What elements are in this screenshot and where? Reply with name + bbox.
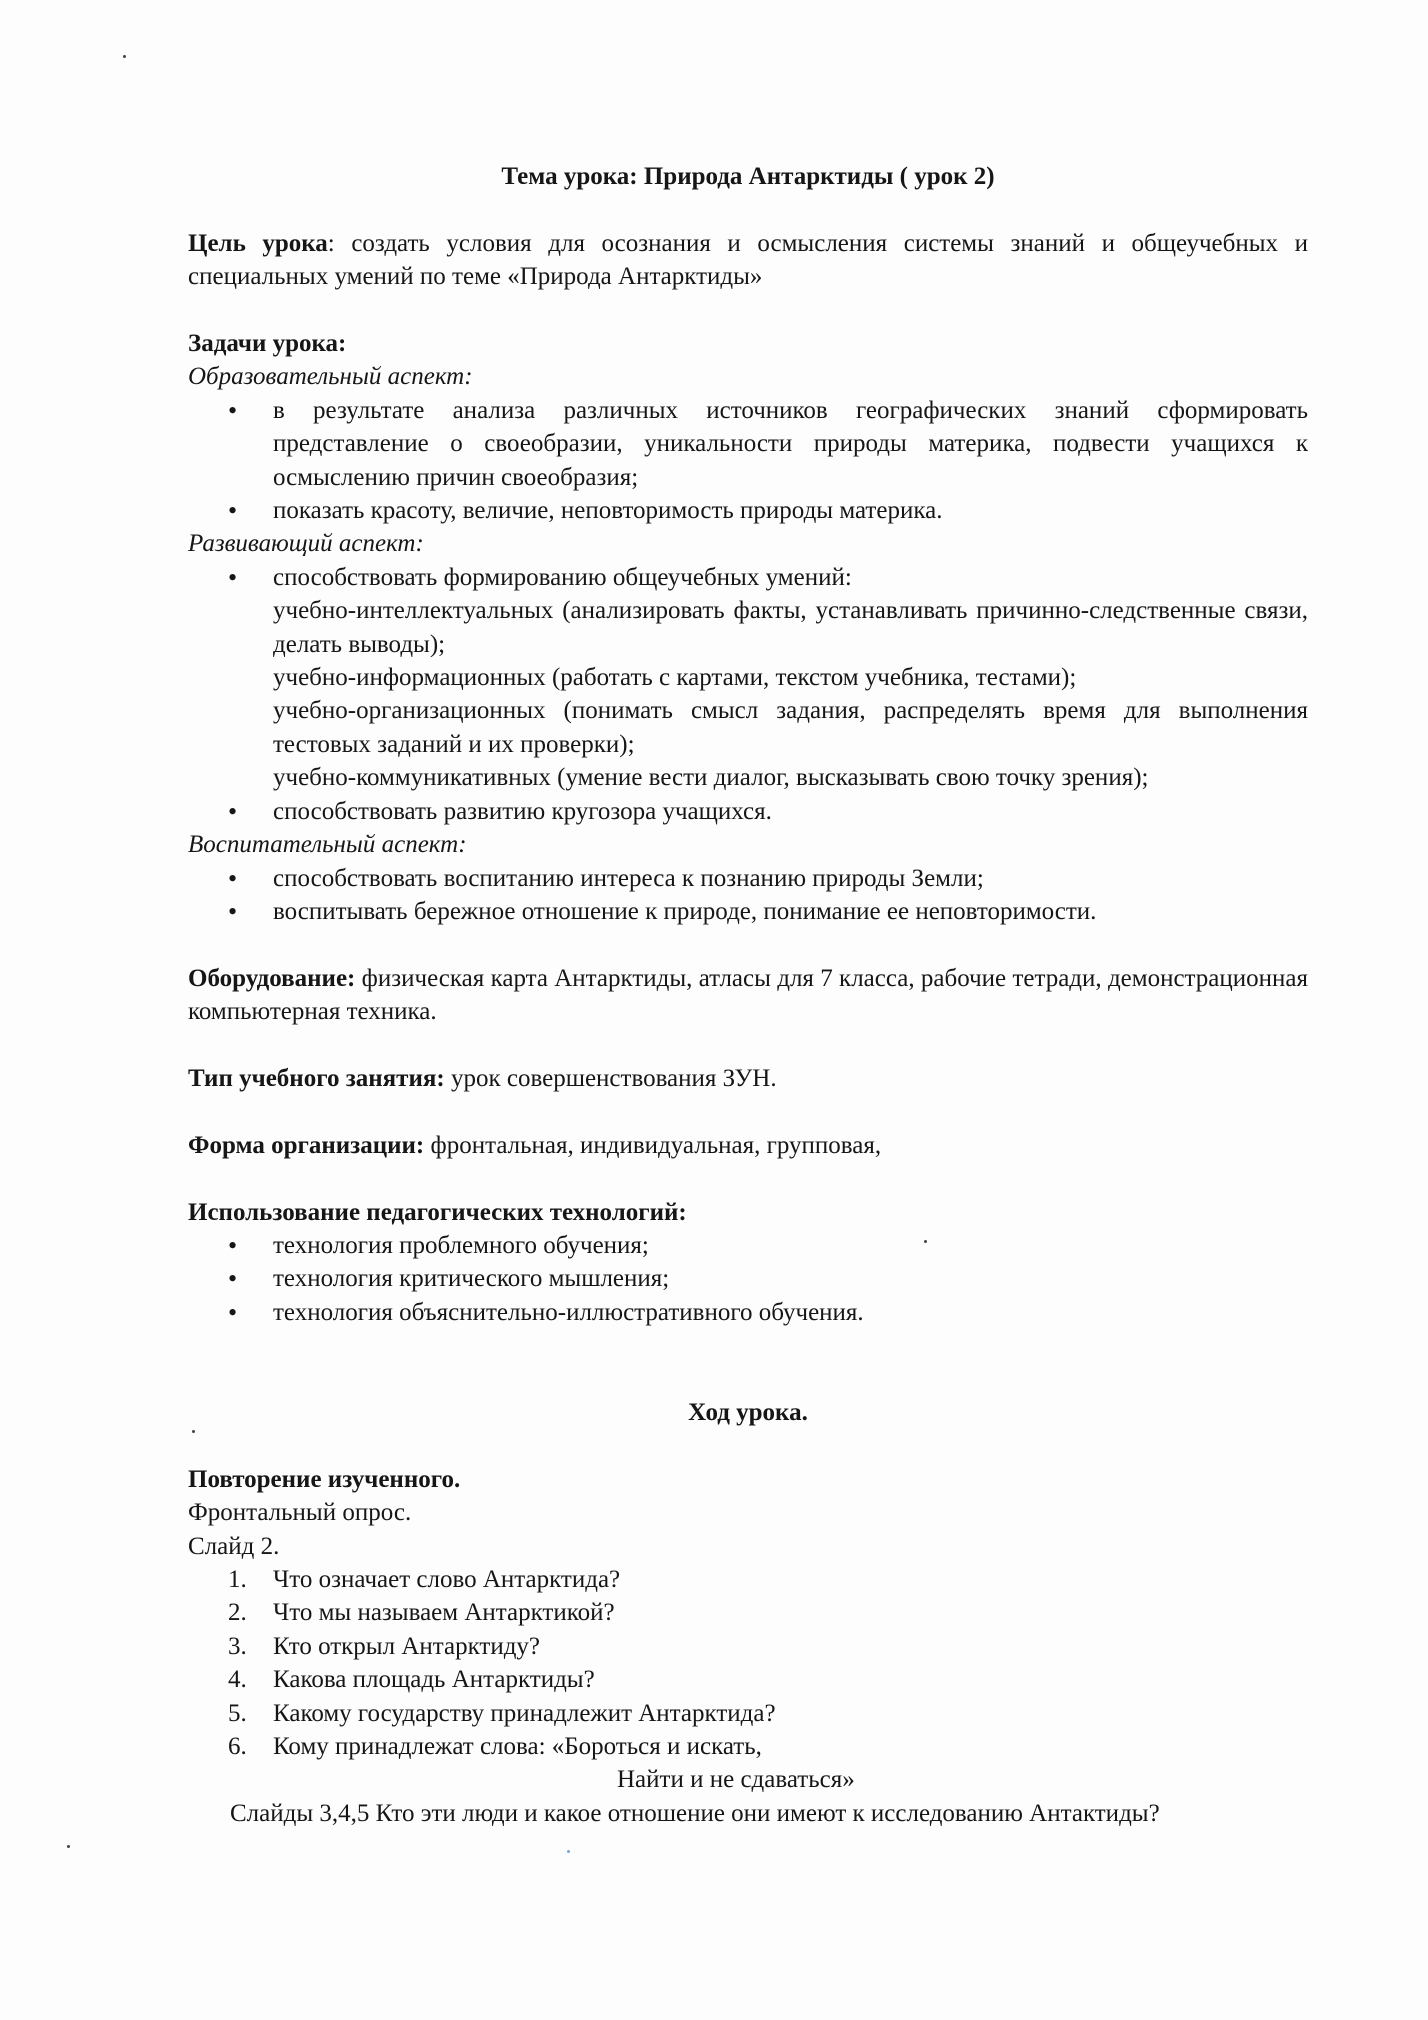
list-item: • способствовать развитию кругозора учащихся. — [188, 795, 1308, 828]
organization-paragraph — [188, 1129, 1308, 1162]
list-item: • технология объяснительно-иллюстративного обучения. — [188, 1296, 1308, 1329]
scan-speck — [924, 1240, 927, 1243]
scan-speck — [192, 1430, 195, 1433]
skill-line: учебно-интеллектуальных (анализировать факты, устанавливать причинно-следственные связи, делать выводы); — [273, 597, 1308, 658]
equipment-paragraph — [188, 962, 1308, 1029]
item-text: Что мы называем Антарктикой? — [273, 1599, 615, 1627]
goal-label: Цель урока — [188, 229, 328, 257]
organization-label: Форма организации: — [188, 1131, 425, 1159]
item-number: 2. — [228, 1599, 247, 1627]
list-item: • способствовать воспитанию интереса к познанию природы Земли; — [188, 862, 1308, 895]
list-item: • показать красоту, величие, неповторимость природы материка. — [188, 494, 1308, 527]
upbringing-heading: Воспитательный аспект: — [188, 831, 467, 859]
review-heading: Повторение изученного. — [188, 1465, 461, 1493]
lesson-title: Тема урока: Природа Антарктиды ( урок 2) — [501, 163, 995, 190]
scan-speck — [123, 55, 126, 58]
educational-heading: Образовательный аспект: — [188, 363, 473, 391]
organization-text: фронтальная, индивидуальная, групповая, — [424, 1131, 882, 1159]
item-text: Какова площадь Антарктиды? — [273, 1666, 595, 1694]
developing-list-2 — [188, 795, 1308, 828]
equipment-text: физическая карта Антарктиды, атласы для 7 класса, рабочие тетради, демонстрационная компьютерная техника. — [188, 964, 1308, 1026]
technologies-list — [188, 1229, 1308, 1329]
item-text: Какому государству принадлежит Антарктида? — [273, 1699, 776, 1727]
lesson-goal — [188, 227, 1308, 294]
tasks-label: Задачи урока: — [188, 330, 347, 357]
item-text: Кому принадлежат слова: «Бороться и искать, — [273, 1732, 762, 1760]
upbringing-list — [188, 862, 1308, 929]
questions-list — [188, 1563, 1308, 1763]
lesson-type-paragraph — [188, 1062, 1308, 1095]
item-number: 1. — [228, 1565, 247, 1593]
list-item — [188, 1697, 1308, 1730]
list-item — [188, 1663, 1308, 1696]
developing-list — [188, 561, 1308, 594]
item-number: 4. — [228, 1666, 247, 1694]
list-item: • технология критического мышления; — [188, 1262, 1308, 1295]
survey-line: Фронтальный опрос. — [188, 1499, 412, 1527]
developing-heading: Развивающий аспект: — [188, 530, 424, 558]
educational-list — [188, 394, 1308, 528]
skill-line: учебно-коммуникативных (умение вести диалог, высказывать свою точку зрения); — [273, 764, 1149, 792]
equipment-label: Оборудование: — [188, 964, 356, 992]
list-item: • способствовать формированию общеучебных умений: — [188, 561, 1308, 594]
item-number: 6. — [228, 1732, 247, 1760]
list-item: • в результате анализа различных источников географических знаний сформировать представление о своеобразии, уникальности природы материка, подвести учащихся к осмыслению причин своеобразия; — [188, 394, 1308, 494]
list-item — [188, 1596, 1308, 1629]
technologies-label: Использование педагогических технологий: — [188, 1198, 687, 1226]
document-page — [188, 160, 1308, 1830]
scan-speck — [67, 1845, 70, 1848]
list-item — [188, 1563, 1308, 1596]
scan-speck — [567, 1850, 570, 1853]
quote-continuation: Найти и не сдаваться» — [617, 1766, 855, 1794]
goal-text: : создать условия для осознания и осмысления системы знаний и общеучебных и специальных умений по теме «Природа Антарктиды» — [188, 229, 1308, 291]
slide-line: Слайд 2. — [188, 1532, 280, 1560]
progress-heading: Ход урока. — [688, 1398, 808, 1426]
lesson-type-label: Тип учебного занятия: — [188, 1064, 445, 1092]
skill-line: учебно-организационных (понимать смысл задания, распределять время для выполнения тестовых заданий и их проверки); — [273, 697, 1308, 758]
list-item — [188, 1630, 1308, 1663]
skill-line: учебно-информационных (работать с картами, текстом учебника, тестами); — [273, 664, 1077, 692]
item-number: 5. — [228, 1699, 247, 1727]
list-item: • воспитывать бережное отношение к природе, понимание ее неповторимости. — [188, 895, 1308, 928]
list-item — [188, 1730, 1308, 1763]
item-text: Что означает слово Антарктида? — [273, 1565, 621, 1593]
lesson-type-text: урок совершенствования ЗУН. — [444, 1064, 777, 1092]
item-number: 3. — [228, 1632, 247, 1660]
slides-question: Слайды 3,4,5 Кто эти люди и какое отношение они имеют к исследованию Антактиды? — [230, 1799, 1160, 1827]
list-item: • технология проблемного обучения; — [188, 1229, 1308, 1262]
item-text: Кто открыл Антарктиду? — [273, 1632, 541, 1660]
